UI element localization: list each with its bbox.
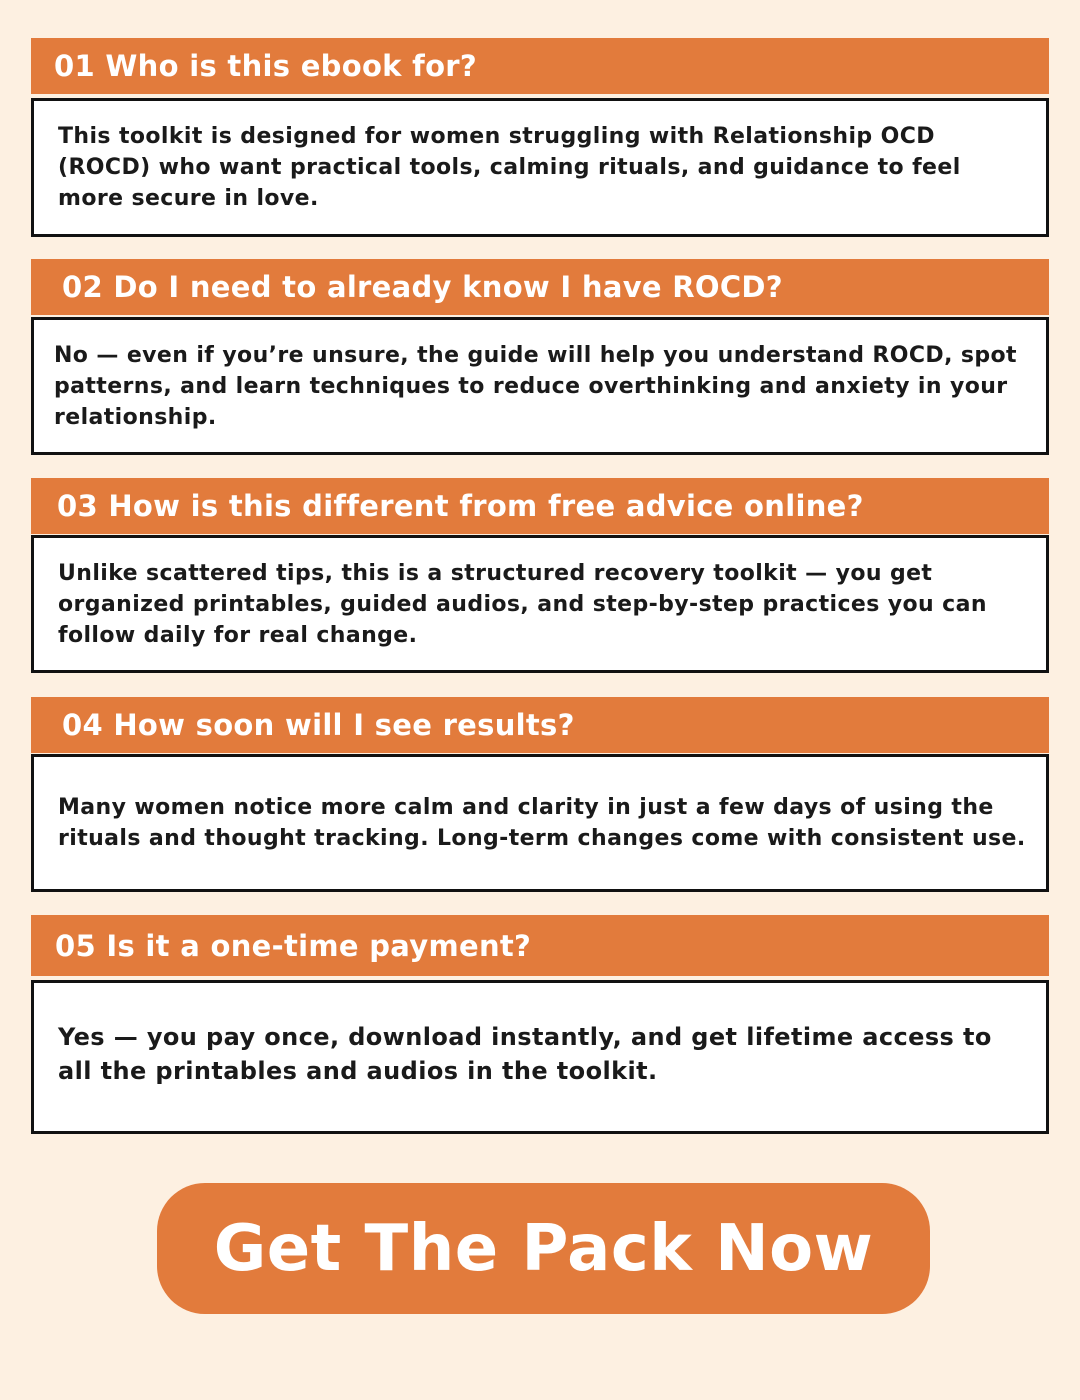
faq-answer-text: Many women notice more calm and clarity in just a few days of using the rituals and thought tracking. Long-term changes come with consistent use. xyxy=(58,795,1026,851)
faq-item-5 xyxy=(31,915,1049,1085)
faq-question-header xyxy=(31,38,1049,94)
faq-question-text: 01 Who is this ebook for? xyxy=(54,49,478,83)
faq-question-header xyxy=(31,697,1049,753)
faq-item-1 xyxy=(31,38,1049,211)
faq-answer-text: No — even if you’re unsure, the guide will help you understand ROCD, spot patterns, and learn techniques to reduce overthinking and anxiety in your relationship. xyxy=(54,342,1017,430)
get-the-pack-button[interactable] xyxy=(157,1183,930,1314)
cta-label: Get The Pack Now xyxy=(213,1211,874,1286)
faq-question-header xyxy=(31,259,1049,315)
faq-question-header xyxy=(31,478,1049,534)
faq-answer-text: This toolkit is designed for women struggling with Relationship OCD (ROCD) who want practical tools, calming rituals, and guidance to feel more secure in love. xyxy=(58,124,961,211)
faq-answer-text: Yes — you pay once, download instantly, and get lifetime access to all the printables and audios in the toolkit. xyxy=(58,1023,992,1085)
faq-question-text: 04 How soon will I see results? xyxy=(62,708,575,742)
faq-answer-text: Unlike scattered tips, this is a structured recovery toolkit — you get organized printables, guided audios, and step-by-step practices you can follow daily for real change. xyxy=(58,560,987,648)
faq-answer-box xyxy=(31,98,1049,237)
faq-answer-box xyxy=(31,754,1049,892)
faq-question-text: 02 Do I need to already know I have ROCD? xyxy=(62,270,783,304)
faq-answer-box xyxy=(31,980,1049,1134)
faq-item-3 xyxy=(31,478,1049,648)
faq-question-header xyxy=(31,915,1049,976)
faq-item-4 xyxy=(31,697,1049,851)
faq-item-2 xyxy=(31,259,1049,430)
faq-question-text: 05 Is it a one-time payment? xyxy=(55,928,532,963)
faq-answer-box xyxy=(31,317,1049,455)
faq-answer-box xyxy=(31,535,1049,673)
faq-question-text: 03 How is this different from free advice online? xyxy=(57,489,864,523)
